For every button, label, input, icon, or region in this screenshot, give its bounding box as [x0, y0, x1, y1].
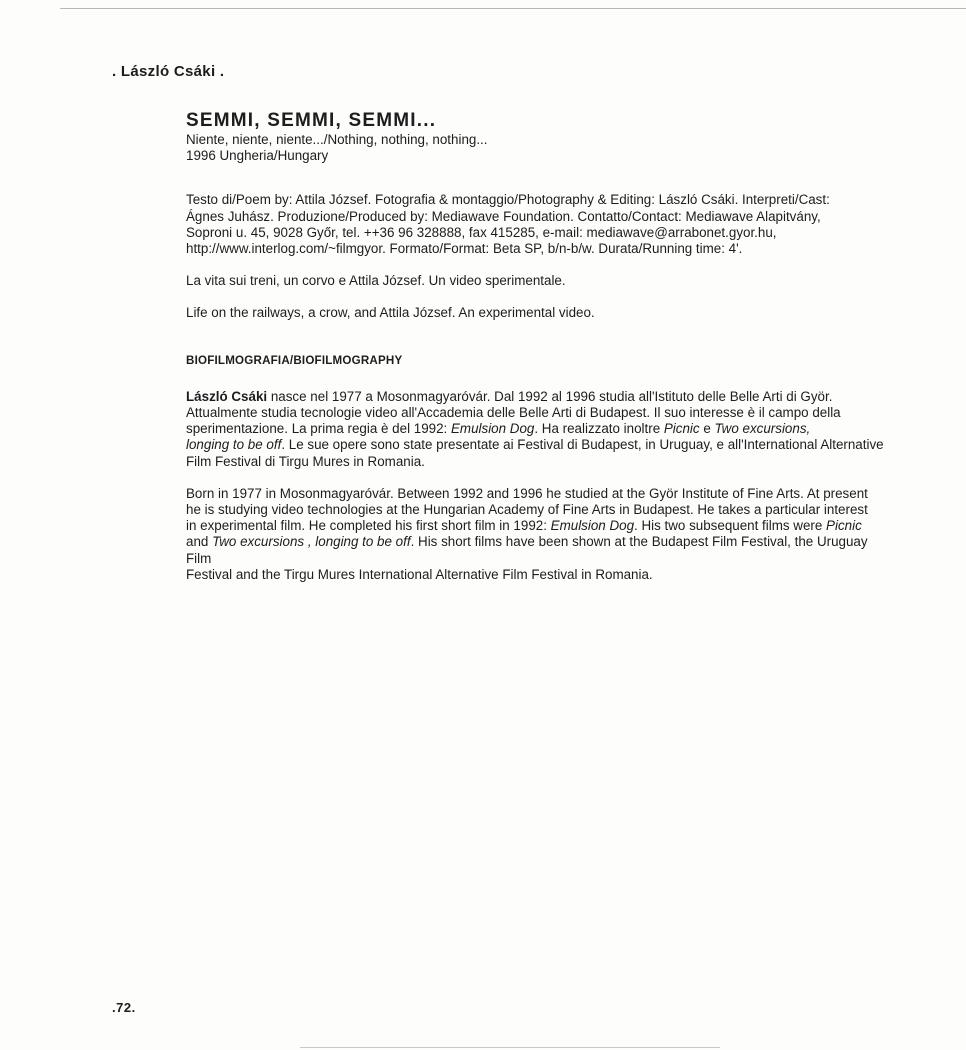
credits-line: http://www.interlog.com/~filmgyor. Formato/Format: Beta SP, b/n-b/w. Durata/Running time: 4'.	[186, 241, 743, 257]
bio-it-line-5: Film Festival di Tirgu Mures in Romania.	[186, 453, 425, 469]
film-year-country: 1996 Ungheria/Hungary	[186, 148, 329, 164]
bio-en-line-5: Festival and the Tirgu Mures International Alternative Film Festival in Romania.	[186, 566, 653, 582]
bottom-rule	[300, 1047, 720, 1048]
film-subtitle: Niente, niente, niente.../Nothing, nothing, nothing...	[186, 132, 488, 147]
bio-it-line-1	[186, 389, 896, 405]
bio-text: sperimentazione. La prima regia è del 1992:	[186, 421, 451, 437]
film-title: SEMMI, SEMMI, SEMMI...	[186, 110, 437, 131]
film-title-longing: longing to be off	[315, 534, 411, 550]
author-header: . László Csáki .	[112, 63, 225, 80]
bio-text: and	[186, 534, 213, 550]
synopsis-english: Life on the railways, a crow, and Attila József. An experimental video.	[186, 305, 595, 321]
bio-text: nasce nel 1977 a Mosonmagyaróvár. Dal 1992 al 1996 studia all'Istituto delle Belle Arti di Györ.	[267, 388, 833, 404]
bio-en-line-2: he is studying video technologies at the Hungarian Academy of Fine Arts in Budapest. He takes a particular interest	[186, 502, 868, 518]
bio-en-line-1: Born in 1977 in Mosonmagyaróvár. Between 1992 and 1996 he studied at the Györ Institute of Fine Arts. At present	[186, 485, 868, 501]
bio-it-line-2: Attualmente studia tecnologie video all'Accademia delle Belle Arti di Budapest. Il suo interesse è il campo della	[186, 405, 841, 421]
film-title-emulsion-dog: Emulsion Dog	[550, 518, 635, 534]
biography-italian	[186, 389, 896, 470]
biography-english	[186, 486, 896, 583]
film-title-longing: longing to be off	[186, 437, 282, 453]
bio-it-line-3	[186, 421, 896, 437]
bio-text: . Le sue opere sono state presentate ai Festival di Budapest, in Uruguay, e all'International Alternative	[281, 437, 884, 453]
film-entry	[186, 110, 896, 583]
credits-line: Ágnes Juhász. Produzione/Produced by: Mediawave Foundation. Contatto/Contact: Mediawave Alapitvány,	[186, 208, 821, 224]
film-title-picnic: Picnic	[826, 518, 862, 534]
bio-it-line-4	[186, 437, 896, 453]
author-name: László Csáki	[186, 388, 268, 404]
film-title-two-excursions: Two excursions,	[714, 421, 811, 437]
page-number: .72.	[112, 1000, 136, 1015]
credits-line: Testo di/Poem by: Attila József. Fotografia & montaggio/Photography & Editing: László Csáki. Interpreti/Cast:	[186, 192, 830, 208]
bio-text: in experimental film. He completed his first short film in 1992:	[186, 518, 551, 534]
bio-text: e	[699, 421, 715, 437]
top-rule	[60, 8, 966, 9]
bio-text: . Ha realizzato inoltre	[534, 421, 664, 437]
synopsis-italian: La vita sui treni, un corvo e Attila József. Un video sperimentale.	[186, 273, 566, 289]
credits-line: Soproni u. 45, 9028 Győr, tel. ++36 96 328888, fax 415285, e-mail: mediawave@arrabonet.gyor.hu,	[186, 224, 777, 240]
bio-text: . His two subsequent films were	[634, 518, 827, 534]
film-title-two-excursions: Two excursions	[212, 534, 305, 550]
bio-en-line-3	[186, 518, 896, 534]
bio-text: . His short films have been shown at the Budapest Film Festival, the Uruguay Film	[186, 534, 868, 566]
film-title-emulsion-dog: Emulsion Dog	[451, 421, 535, 437]
bio-en-line-4	[186, 534, 896, 566]
biofilmography-heading: BIOFILMOGRAFIA/BIOFILMOGRAPHY	[186, 353, 403, 367]
credits-block	[186, 192, 896, 257]
bio-text: ,	[304, 534, 316, 550]
film-title-picnic: Picnic	[663, 421, 700, 437]
